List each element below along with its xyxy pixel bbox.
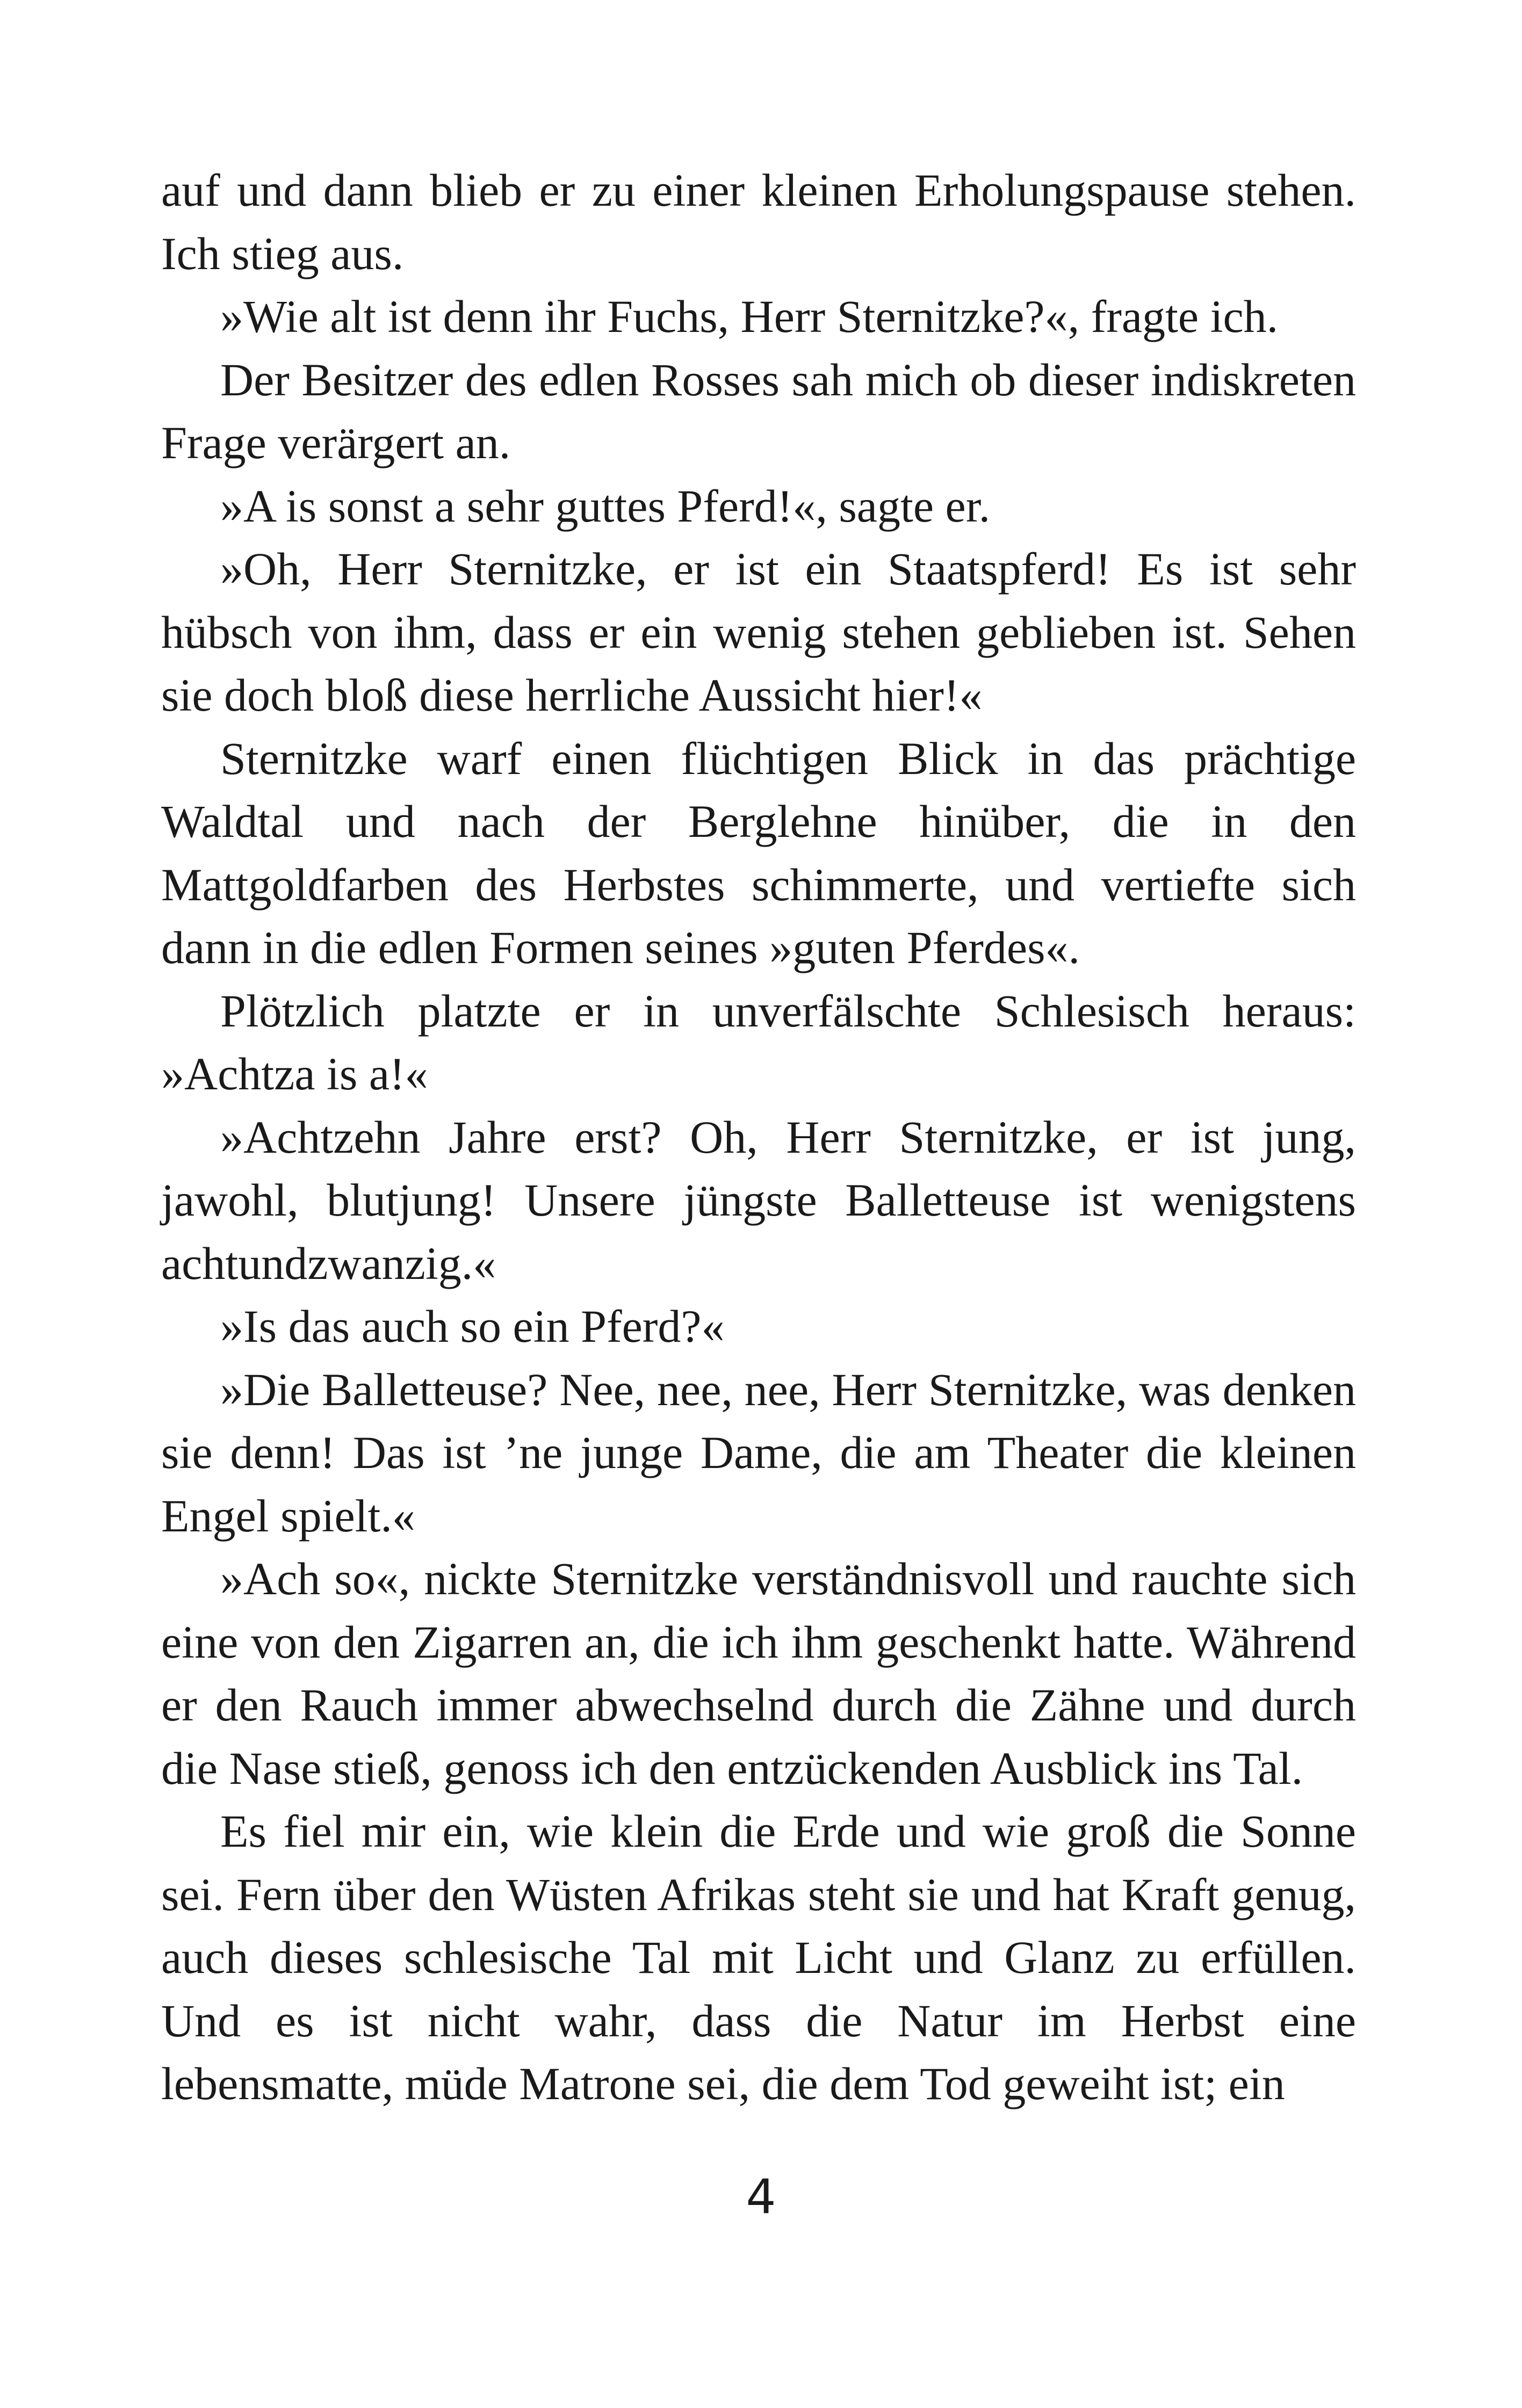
paragraph: »Wie alt ist denn ihr Fuchs, Herr Sternitzke?«, fragte ich.	[220, 291, 1279, 342]
paragraph: Es fiel mir ein, wie klein die Erde und wie groß die Sonne sei. Fern über den Wüsten Afrikas steht sie und hat Kraft genug, auch dieses schlesische Tal mit Licht und Glanz zu erfüllen. Und es ist nicht wahr, dass die Natur im Herbst eine lebensmatte, müde Matrone sei, die dem Tod geweiht ist; ein	[161, 1805, 1356, 2109]
paragraph: Plötzlich platzte er in unverfälschte Schlesisch heraus: »Achtza is a!«	[161, 985, 1356, 1100]
paragraph: »Oh, Herr Sternitzke, er ist ein Staatspferd! Es ist sehr hübsch von ihm, dass er ein wenig stehen geblieben ist. Sehen sie doch bloß diese herrliche Aussicht hier!«	[161, 543, 1356, 721]
paragraph: »A is sonst a sehr guttes Pferd!«, sagte er.	[220, 480, 991, 532]
paragraph: »Is das auch so ein Pferd?«	[220, 1300, 725, 1352]
paragraph: Sternitzke warf einen flüchtigen Blick in das prächtige Waldtal und nach der Berglehne hinüber, die in den Mattgoldfarben des Herbstes schimmerte, und vertiefte sich dann in die edlen Formen seines »guten Pferdes«.	[161, 732, 1356, 973]
body-text	[161, 159, 1356, 2116]
paragraph: Der Besitzer des edlen Rosses sah mich ob dieser indiskreten Frage verärgert an.	[161, 353, 1356, 468]
paragraph: auf und dann blieb er zu einer kleinen Erholungspause stehen. Ich stieg aus.	[161, 164, 1356, 279]
paragraph: »Achtzehn Jahre erst? Oh, Herr Sternitzke, er ist jung, jawohl, blutjung! Unsere jüngste Balletteuse ist wenigstens achtundzwanzig.«	[161, 1111, 1356, 1289]
paragraph: »Ach so«, nickte Sternitzke verständnisvoll und rauchte sich eine von den Zigarren an, die ich ihm geschenkt hatte. Während er den Rauch immer abwechselnd durch die Zähne und durch die Nase stieß, genoss ich den entzückenden Ausblick ins Tal.	[161, 1553, 1356, 1794]
page-number: 4	[746, 2169, 776, 2224]
paragraph: »Die Balletteuse? Nee, nee, nee, Herr Sternitzke, was denken sie denn! Das ist ’ne junge Dame, die am Theater die kleinen Engel spielt.«	[161, 1363, 1356, 1542]
